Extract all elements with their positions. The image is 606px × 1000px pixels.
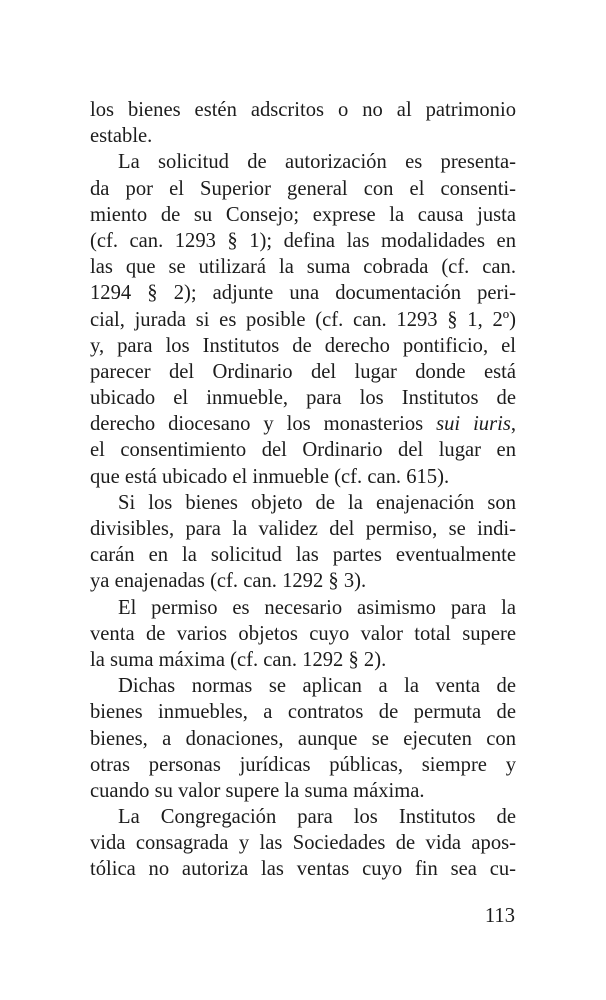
text-line: bienes, a donaciones, aunque se ejecuten con <box>90 727 516 750</box>
text-line: que está ubicado el inmueble (cf. can. 615). <box>90 465 450 488</box>
text-line: Si los bienes objeto de la enajenación son <box>118 491 516 514</box>
text-line: (cf. can. 1293 § 1); defina las modalidades en <box>90 229 516 252</box>
text-line: 1294 § 2); adjunte una documentación peri- <box>90 282 516 305</box>
text-line: La solicitud de autorización es presenta- <box>118 151 516 174</box>
text-line: La Congregación para los Institutos de <box>118 806 516 829</box>
text-line: ubicado el inmueble, para los Institutos de <box>90 387 516 410</box>
text-line-with-italic: derecho diocesano y los monasterios sui iuris, <box>90 413 516 436</box>
text-line: la suma máxima (cf. can. 1292 § 2). <box>90 648 387 671</box>
page-number: 113 <box>484 905 515 927</box>
italic-phrase: sui iuris <box>436 413 511 436</box>
text-line: miento de su Consejo; exprese la causa justa <box>90 203 516 226</box>
text-line: ya enajenadas (cf. can. 1292 § 3). <box>90 570 367 593</box>
text-line: bienes inmuebles, a contratos de permuta de <box>90 701 516 724</box>
text-line: Dichas normas se aplican a la venta de <box>118 675 516 698</box>
text-line: venta de varios objetos cuyo valor total supere <box>90 622 516 645</box>
text-line: cial, jurada si es posible (cf. can. 1293 § 1, 2º) <box>90 308 516 331</box>
text-line: carán en la solicitud las partes eventualmente <box>90 544 516 567</box>
text-line: cuando su valor supere la suma máxima. <box>90 779 425 802</box>
page-body <box>90 97 516 883</box>
text-line: los bienes estén adscritos o no al patrimonio <box>90 99 516 121</box>
text-line: otras personas jurídicas públicas, siempre y <box>90 753 516 776</box>
text-line: las que se utilizará la suma cobrada (cf. can. <box>90 256 516 279</box>
text-line: El permiso es necesario asimismo para la <box>118 596 516 619</box>
text-line: vida consagrada y las Sociedades de vida apos- <box>90 832 516 855</box>
text-line: divisibles, para la validez del permiso, se indi- <box>90 518 516 540</box>
text-line: estable. <box>90 125 153 148</box>
text-line: el consentimiento del Ordinario del lugar en <box>90 439 516 462</box>
text-line: y, para los Institutos de derecho pontificio, el <box>90 334 516 357</box>
text-line: parecer del Ordinario del lugar donde está <box>90 360 516 383</box>
text-line: da por el Superior general con el consenti- <box>90 177 516 200</box>
text-line: tólica no autoriza las ventas cuyo fin sea cu- <box>90 858 516 881</box>
